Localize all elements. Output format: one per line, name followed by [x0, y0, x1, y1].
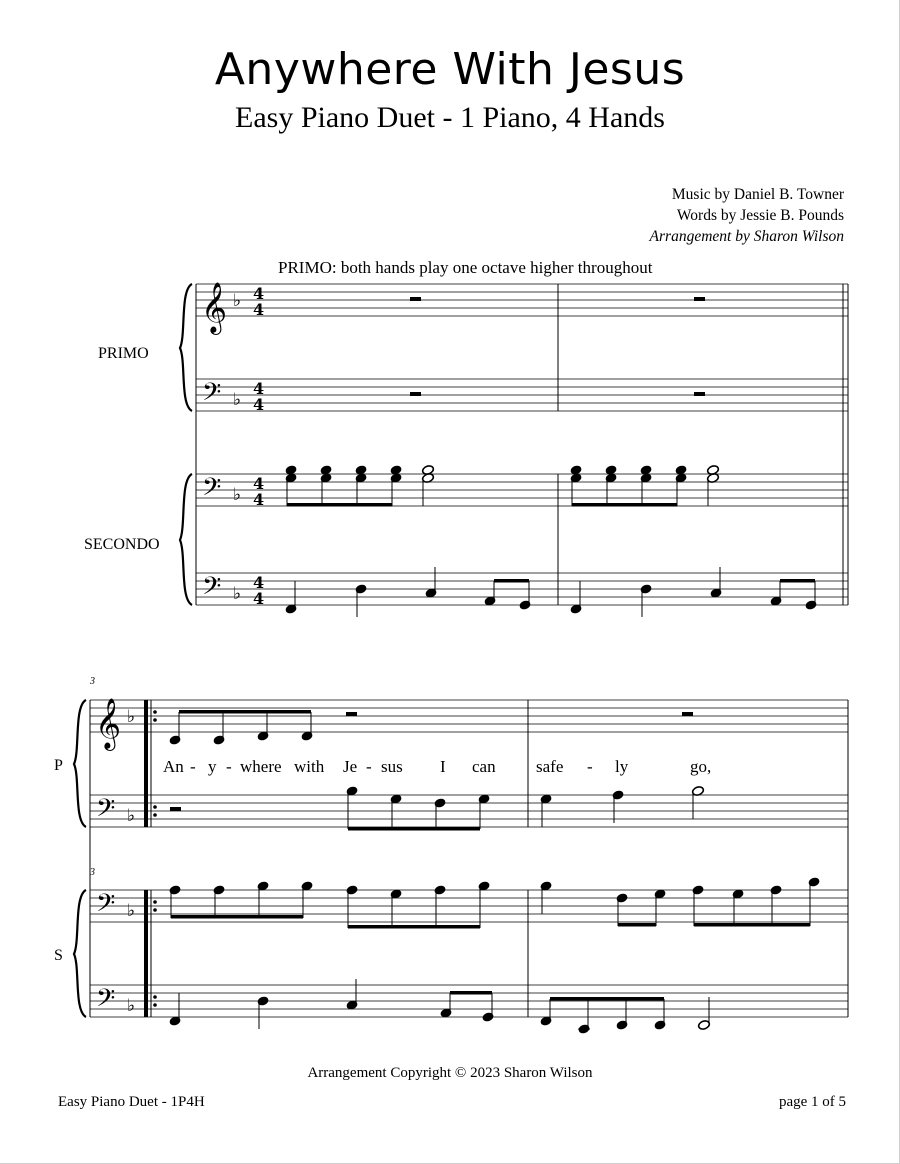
primo2-treble-notes [169, 710, 313, 745]
lyric-syllable: An [163, 757, 184, 776]
secondo-label-short: S [54, 947, 63, 964]
lyric-syllable: safe [536, 757, 564, 776]
treble-clef-icon: 𝄞 [95, 698, 122, 749]
lyric-syllable: where [240, 757, 282, 776]
secondo-treble-notes [285, 465, 719, 507]
lyric-syllable: I [440, 757, 446, 776]
time-sig-bottom: 4 [253, 300, 265, 319]
repeat-dots [153, 710, 157, 1007]
music-credit: Music by Daniel B. Towner [671, 186, 844, 203]
primo2-bass-notes [346, 786, 704, 831]
primo-label-short: P [54, 757, 63, 774]
bass-clef-icon: 𝄢 [96, 889, 116, 924]
staff-secondo2-bass [90, 985, 848, 1017]
lyric-syllable: y [208, 757, 217, 776]
bass-clef-icon: 𝄢 [96, 984, 116, 1019]
lyric-hyphen: - [226, 757, 232, 776]
words-credit: Words by Jessie B. Pounds [676, 207, 844, 224]
bass-clef-icon: 𝄢 [202, 473, 222, 508]
performance-instruction: PRIMO: both hands play one octave higher throughout [278, 258, 653, 277]
arrangement-credit: Arrangement by Sharon Wilson [649, 228, 844, 245]
time-sig-bottom: 4 [253, 589, 265, 608]
time-sig-top: 4 [253, 573, 265, 592]
secondo2-bass-notes [169, 979, 710, 1034]
staff-primo2-bass [90, 795, 848, 827]
treble-clef-icon: 𝄞 [201, 282, 228, 333]
time-sig-bottom: 4 [253, 395, 265, 414]
lyric-hyphen: - [190, 757, 196, 776]
lyric-hyphen: - [366, 757, 372, 776]
time-sig-top: 4 [253, 284, 265, 303]
copyright-notice: Arrangement Copyright © 2023 Sharon Wilson [307, 1065, 593, 1081]
footer-document-name: Easy Piano Duet - 1P4H [58, 1094, 205, 1110]
primo-label: PRIMO [98, 345, 149, 362]
time-signatures [253, 284, 264, 608]
time-sig-top: 4 [253, 474, 265, 493]
page-subtitle: Easy Piano Duet - 1 Piano, 4 Hands [235, 101, 665, 134]
page-title: Anywhere With Jesus [214, 44, 686, 95]
flat-icon: ♭ [233, 291, 242, 311]
page-indicator: page 1 of 5 [778, 1094, 846, 1110]
secondo-bass-notes [285, 567, 817, 617]
measure-number-primo: 3 [90, 676, 95, 687]
lyric-syllable: can [472, 757, 496, 776]
bass-clef-icon: 𝄢 [202, 378, 222, 413]
flat-icon: ♭ [127, 806, 136, 826]
staff-primo2-treble [90, 700, 848, 732]
staff-primo-treble [196, 284, 848, 316]
whole-rests [170, 297, 705, 811]
flat-icon: ♭ [233, 584, 242, 604]
bass-clef-icon: 𝄢 [202, 572, 222, 607]
staff-secondo-bass [196, 573, 848, 605]
flat-icon: ♭ [127, 996, 136, 1016]
lyric-syllable: go, [690, 757, 712, 776]
measure-number-secondo: 3 [90, 867, 95, 878]
lyric-syllable: with [294, 757, 325, 776]
bass-clef-icon: 𝄢 [96, 794, 116, 829]
time-sig-top: 4 [253, 379, 265, 398]
lyric-hyphen: - [587, 757, 593, 776]
lyric-syllable: sus [381, 757, 403, 776]
secondo-label: SECONDO [84, 536, 160, 553]
flat-icon: ♭ [127, 707, 136, 727]
staff-primo-bass [196, 379, 848, 411]
lyric-syllable: ly [615, 757, 629, 776]
flat-icon: ♭ [233, 390, 242, 410]
flat-icon: ♭ [233, 485, 242, 505]
secondo2-treble-notes [169, 877, 820, 929]
time-sig-bottom: 4 [253, 490, 265, 509]
lyric-syllable: Je [343, 757, 358, 776]
flat-icon: ♭ [127, 901, 136, 921]
